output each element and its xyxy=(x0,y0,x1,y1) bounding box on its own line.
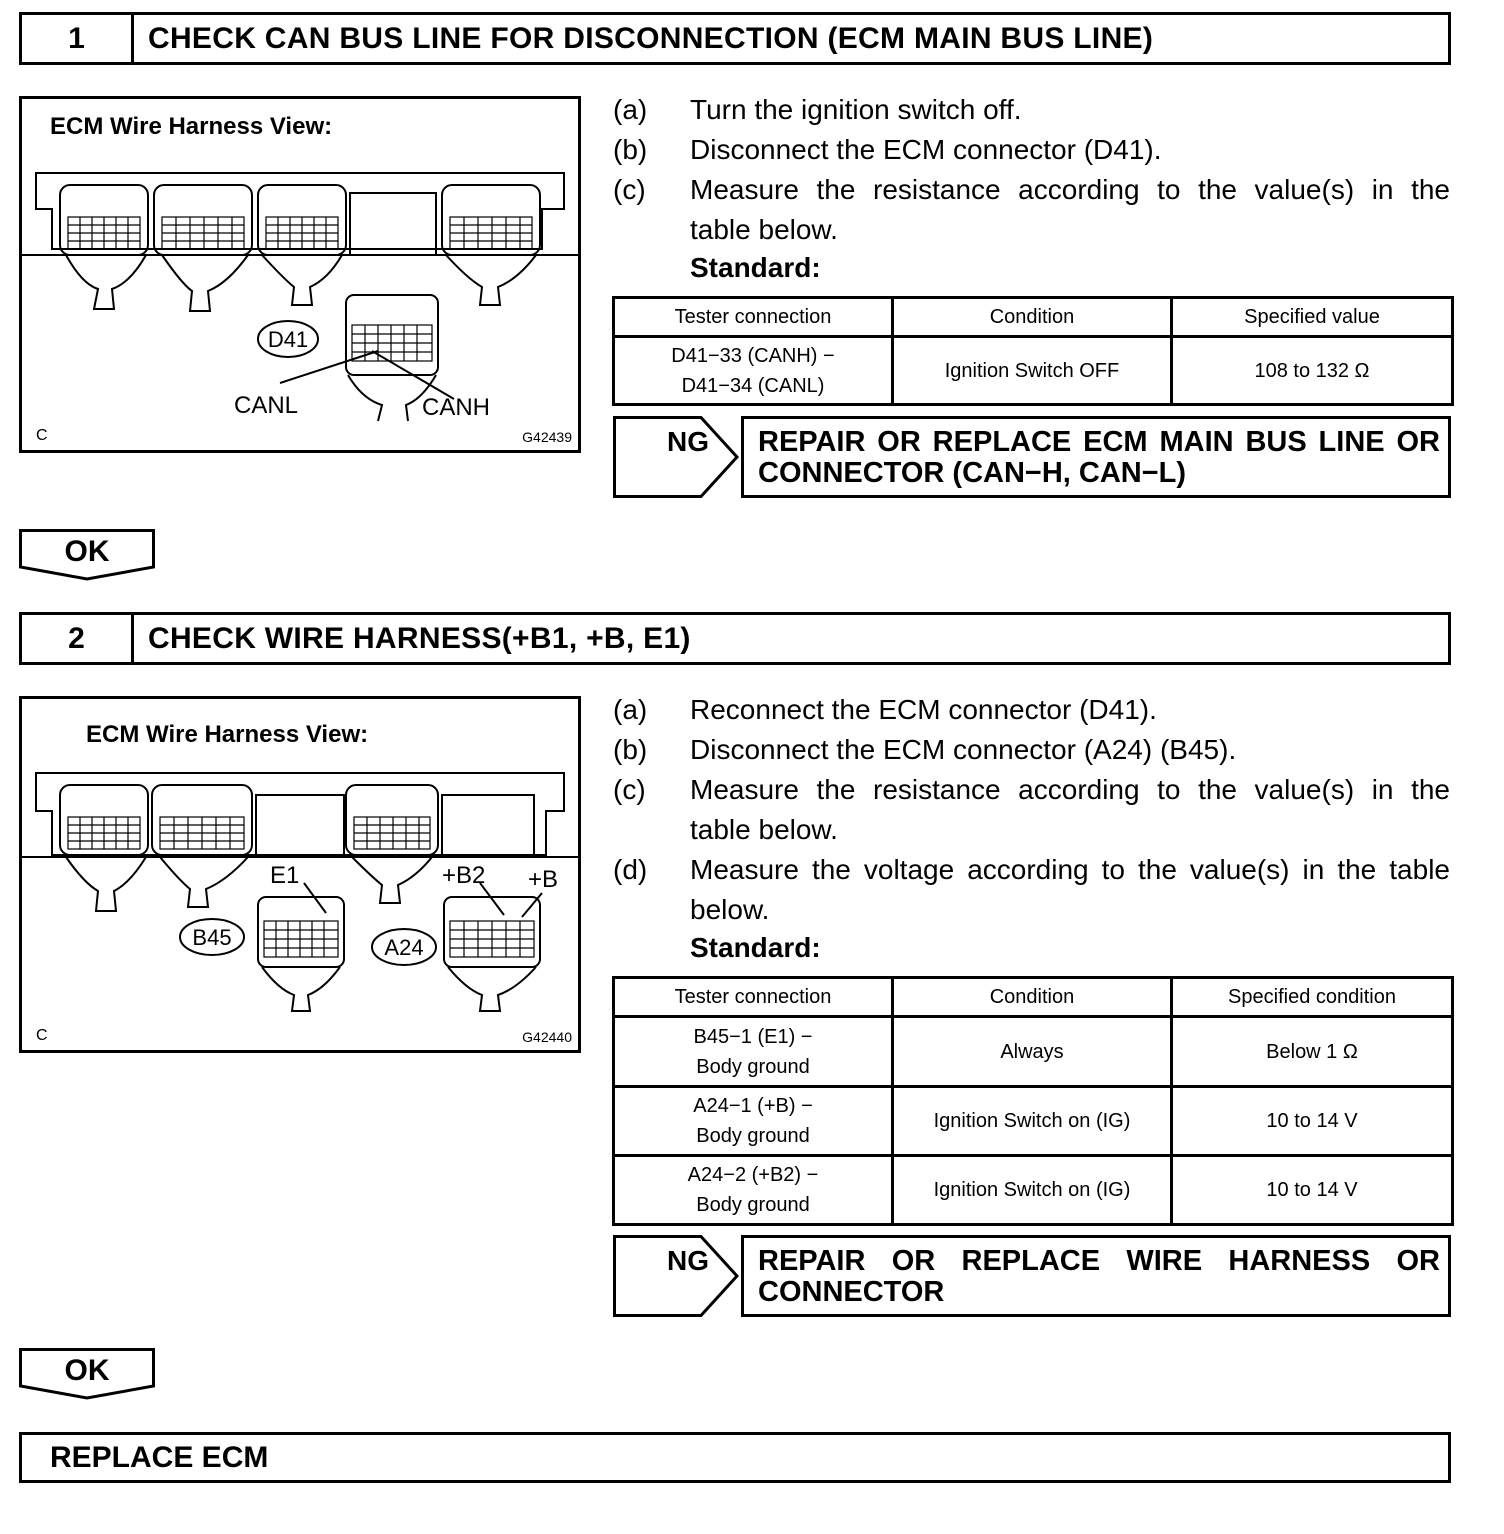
step-2-header xyxy=(19,612,1451,665)
cell-specified-value: 108 to 132 Ω xyxy=(1172,337,1453,405)
step-2d-label: (d) xyxy=(613,854,648,885)
step-1a-label: (a) xyxy=(613,94,648,125)
step-1-header xyxy=(19,12,1451,65)
step-1-ng-branch xyxy=(613,416,1451,498)
step-2d xyxy=(613,850,1450,890)
step-1c-label: (c) xyxy=(613,174,646,205)
step-1c-continuation: table below. xyxy=(690,214,838,245)
figure-2-corner-label: C xyxy=(36,1027,48,1044)
step-2a-label: (a) xyxy=(613,694,648,725)
b-pin-label: +B xyxy=(528,866,559,893)
connection-line-2: Body ground xyxy=(696,1194,810,1216)
step-2-ng-result xyxy=(741,1235,1451,1317)
connection-line-2: Body ground xyxy=(696,1125,810,1147)
step-2-ok-branch xyxy=(19,1348,155,1400)
table-row xyxy=(614,1017,1453,1087)
header-tester-connection: Tester connection xyxy=(614,298,893,337)
figure-2-id: G42440 xyxy=(522,1029,572,1045)
ng-result-line-2: CONNECTOR xyxy=(758,1276,945,1308)
ng-result-line-2: CONNECTOR (CAN−H, CAN−L) xyxy=(758,457,1187,489)
connection-line-1: D41−33 (CANH) − xyxy=(671,344,835,367)
ng-result-line-1: REPAIR OR REPLACE WIRE HARNESS OR xyxy=(758,1245,1440,1277)
cell-condition: Always xyxy=(893,1017,1172,1087)
step-2b-text: Disconnect the ECM connector (A24) (B45). xyxy=(690,734,1237,765)
step-2-number: 2 xyxy=(22,615,134,662)
step-1c-text: Measure the resistance according to the value(s) in the xyxy=(690,174,1450,205)
cell-condition: Ignition Switch OFF xyxy=(893,337,1172,405)
cell-tester-connection xyxy=(614,1156,893,1225)
figure-1-id: G42439 xyxy=(522,429,572,445)
ecm-connector-diagram-1 xyxy=(22,99,578,450)
canh-label: CANH xyxy=(422,394,491,421)
step-1b xyxy=(613,130,1162,170)
table-header-row xyxy=(614,978,1453,1017)
cell-tester-connection xyxy=(614,1087,893,1156)
cell-condition: Ignition Switch on (IG) xyxy=(893,1087,1172,1156)
step-1c xyxy=(613,170,1450,210)
connection-line-2: D41−34 (CANL) xyxy=(681,374,825,397)
step-2d-continuation: below. xyxy=(690,894,770,925)
table-header-row xyxy=(614,298,1453,337)
cell-tester-connection xyxy=(614,1017,893,1087)
step-1-ok-branch xyxy=(19,529,155,581)
canl-label: CANL xyxy=(234,392,299,419)
step-1-spec-table xyxy=(612,296,1454,406)
step-2a xyxy=(613,690,1157,730)
figure-2-title: ECM Wire Harness View: xyxy=(86,721,369,748)
step-2-ng-label: NG xyxy=(667,1245,709,1276)
a24-connector-label: A24 xyxy=(384,935,424,960)
connection-line-1: A24−2 (+B2) − xyxy=(687,1164,819,1186)
step-2-title: CHECK WIRE HARNESS(+B1, +B, E1) xyxy=(148,621,691,655)
step-1b-text: Disconnect the ECM connector (D41). xyxy=(690,134,1162,165)
cell-condition: Ignition Switch on (IG) xyxy=(893,1156,1172,1225)
final-action-box xyxy=(19,1432,1451,1483)
final-action-text: REPLACE ECM xyxy=(50,1440,269,1474)
step-1b-label: (b) xyxy=(613,134,648,165)
step-1-ok-label: OK xyxy=(64,535,110,568)
ecm-connector-diagram-2 xyxy=(22,699,578,1050)
step-2-spec-table xyxy=(612,976,1454,1226)
header-condition: Condition xyxy=(893,978,1172,1017)
cell-specified-condition: 10 to 14 V xyxy=(1172,1156,1453,1225)
step-2b xyxy=(613,730,1236,770)
step-2b-label: (b) xyxy=(613,734,648,765)
d41-connector-label: D41 xyxy=(267,327,309,352)
step-1-number: 1 xyxy=(22,15,134,62)
step-1-ng-label: NG xyxy=(667,426,709,457)
figure-1-title: ECM Wire Harness View: xyxy=(50,113,333,140)
step-2-ok-label: OK xyxy=(64,1354,110,1387)
step-2c-text: Measure the resistance according to the value(s) in the xyxy=(690,774,1450,805)
step-2d-text: Measure the voltage according to the value(s) in the table xyxy=(690,854,1450,885)
table-row xyxy=(614,337,1453,405)
step-2c-label: (c) xyxy=(613,774,646,805)
connection-line-1: A24−1 (+B) − xyxy=(693,1095,813,1117)
ng-result-line-1: REPAIR OR REPLACE ECM MAIN BUS LINE OR xyxy=(758,426,1440,458)
b2-pin-label: +B2 xyxy=(442,862,486,889)
step-1-ng-result xyxy=(741,416,1451,498)
ecm-harness-figure-1 xyxy=(19,96,581,453)
e1-pin-label: E1 xyxy=(270,862,300,889)
step-2a-text: Reconnect the ECM connector (D41). xyxy=(690,694,1157,725)
b45-connector-label: B45 xyxy=(192,925,232,950)
header-tester-connection: Tester connection xyxy=(614,978,893,1017)
table-row xyxy=(614,1087,1453,1156)
header-specified-condition: Specified condition xyxy=(1172,978,1453,1017)
step-2c xyxy=(613,770,1450,810)
header-specified-value: Specified value xyxy=(1172,298,1453,337)
step-2c-continuation: table below. xyxy=(690,814,838,845)
step-1a-text: Turn the ignition switch off. xyxy=(690,94,1022,125)
connection-line-2: Body ground xyxy=(696,1055,810,1078)
step-1-title: CHECK CAN BUS LINE FOR DISCONNECTION (ECM MAIN BUS LINE) xyxy=(148,21,1154,55)
cell-tester-connection xyxy=(614,337,893,405)
cell-specified-condition: Below 1 Ω xyxy=(1172,1017,1453,1087)
header-condition: Condition xyxy=(893,298,1172,337)
table-row xyxy=(614,1156,1453,1225)
figure-1-corner-label: C xyxy=(36,427,48,444)
ecm-harness-figure-2 xyxy=(19,696,581,1053)
step-1-standard-label: Standard: xyxy=(690,252,821,283)
step-2-standard-label: Standard: xyxy=(690,932,821,963)
step-2-ng-branch xyxy=(613,1235,1451,1317)
cell-specified-condition: 10 to 14 V xyxy=(1172,1087,1453,1156)
step-1a xyxy=(613,90,1022,130)
connection-line-1: B45−1 (E1) − xyxy=(693,1025,813,1048)
